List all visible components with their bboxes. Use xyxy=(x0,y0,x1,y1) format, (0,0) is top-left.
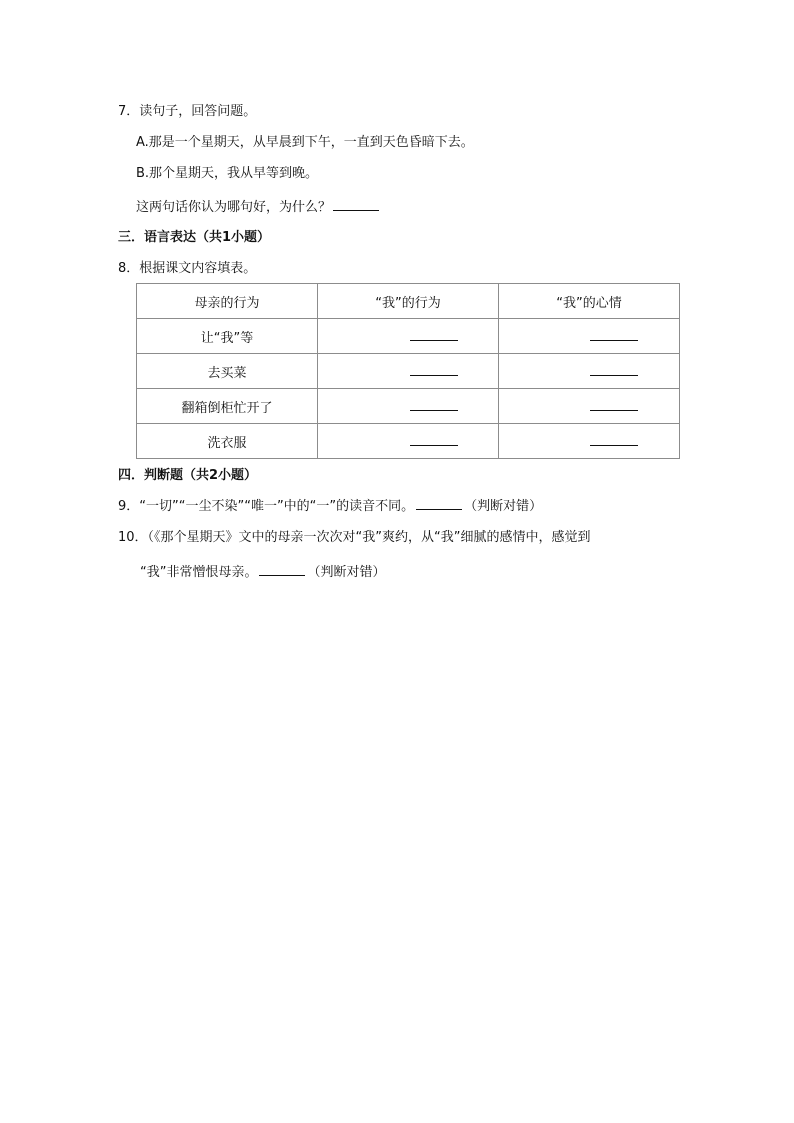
q10-suffix: （判断对错） xyxy=(307,565,386,580)
q10-text: “我”非常憎恨母亲。 xyxy=(140,565,258,580)
section-3-title: 三．语言表达（共1小题） xyxy=(118,230,271,245)
answer-blank[interactable] xyxy=(410,433,458,446)
answer-blank[interactable] xyxy=(410,328,458,341)
q7-option-b: B.那个星期天，我从早等到晚。 xyxy=(136,166,319,181)
q8-stem: 8．根据课文内容填表。 xyxy=(118,261,257,276)
my-action-cell xyxy=(318,389,499,424)
section-4-title: 四．判断题（共2小题） xyxy=(118,468,258,483)
q7-stem: 7．读句子，回答问题。 xyxy=(118,104,257,119)
my-action-cell xyxy=(318,354,499,389)
q7-question-text: 这两句话你认为哪句好，为什么？ xyxy=(136,200,332,215)
q9 xyxy=(118,497,542,516)
table-row xyxy=(137,389,680,424)
table-row xyxy=(137,424,680,459)
header-mother-action: 母亲的行为 xyxy=(137,284,318,319)
mother-action-cell: 让“我”等 xyxy=(137,319,318,354)
answer-blank[interactable] xyxy=(590,398,638,411)
mother-action-cell: 翻箱倒柜忙开了 xyxy=(137,389,318,424)
answer-blank[interactable] xyxy=(416,497,462,510)
q10-line-2 xyxy=(140,563,386,582)
my-mood-cell xyxy=(499,424,680,459)
mother-action-cell: 去买菜 xyxy=(137,354,318,389)
my-mood-cell xyxy=(499,389,680,424)
header-my-action: “我”的行为 xyxy=(318,284,499,319)
answer-blank[interactable] xyxy=(590,328,638,341)
q10-line-1: 10．（《那个星期天》文中的母亲一次次对“我”爽约，从“我”细腻的感情中，感觉到 xyxy=(118,530,591,545)
q7-option-a: A.那是一个星期天，从早晨到下午，一直到天色昏暗下去。 xyxy=(136,135,474,150)
answer-blank[interactable] xyxy=(410,398,458,411)
my-action-cell xyxy=(318,424,499,459)
my-mood-cell xyxy=(499,354,680,389)
answer-blank[interactable] xyxy=(590,363,638,376)
answer-blank[interactable] xyxy=(410,363,458,376)
answer-blank[interactable] xyxy=(590,433,638,446)
table-row xyxy=(137,319,680,354)
answer-blank[interactable] xyxy=(259,563,305,576)
my-mood-cell xyxy=(499,319,680,354)
q9-suffix: （判断对错） xyxy=(464,499,543,514)
header-my-mood: “我”的心情 xyxy=(499,284,680,319)
fill-in-table xyxy=(136,283,680,459)
q9-text: 9．“一切”“一尘不染”“唯一”中的“一”的读音不同。 xyxy=(118,499,415,514)
mother-action-cell: 洗衣服 xyxy=(137,424,318,459)
table-header-row xyxy=(137,284,680,319)
table-row xyxy=(137,354,680,389)
q7-question xyxy=(136,198,381,217)
my-action-cell xyxy=(318,319,499,354)
answer-blank[interactable] xyxy=(333,198,379,211)
